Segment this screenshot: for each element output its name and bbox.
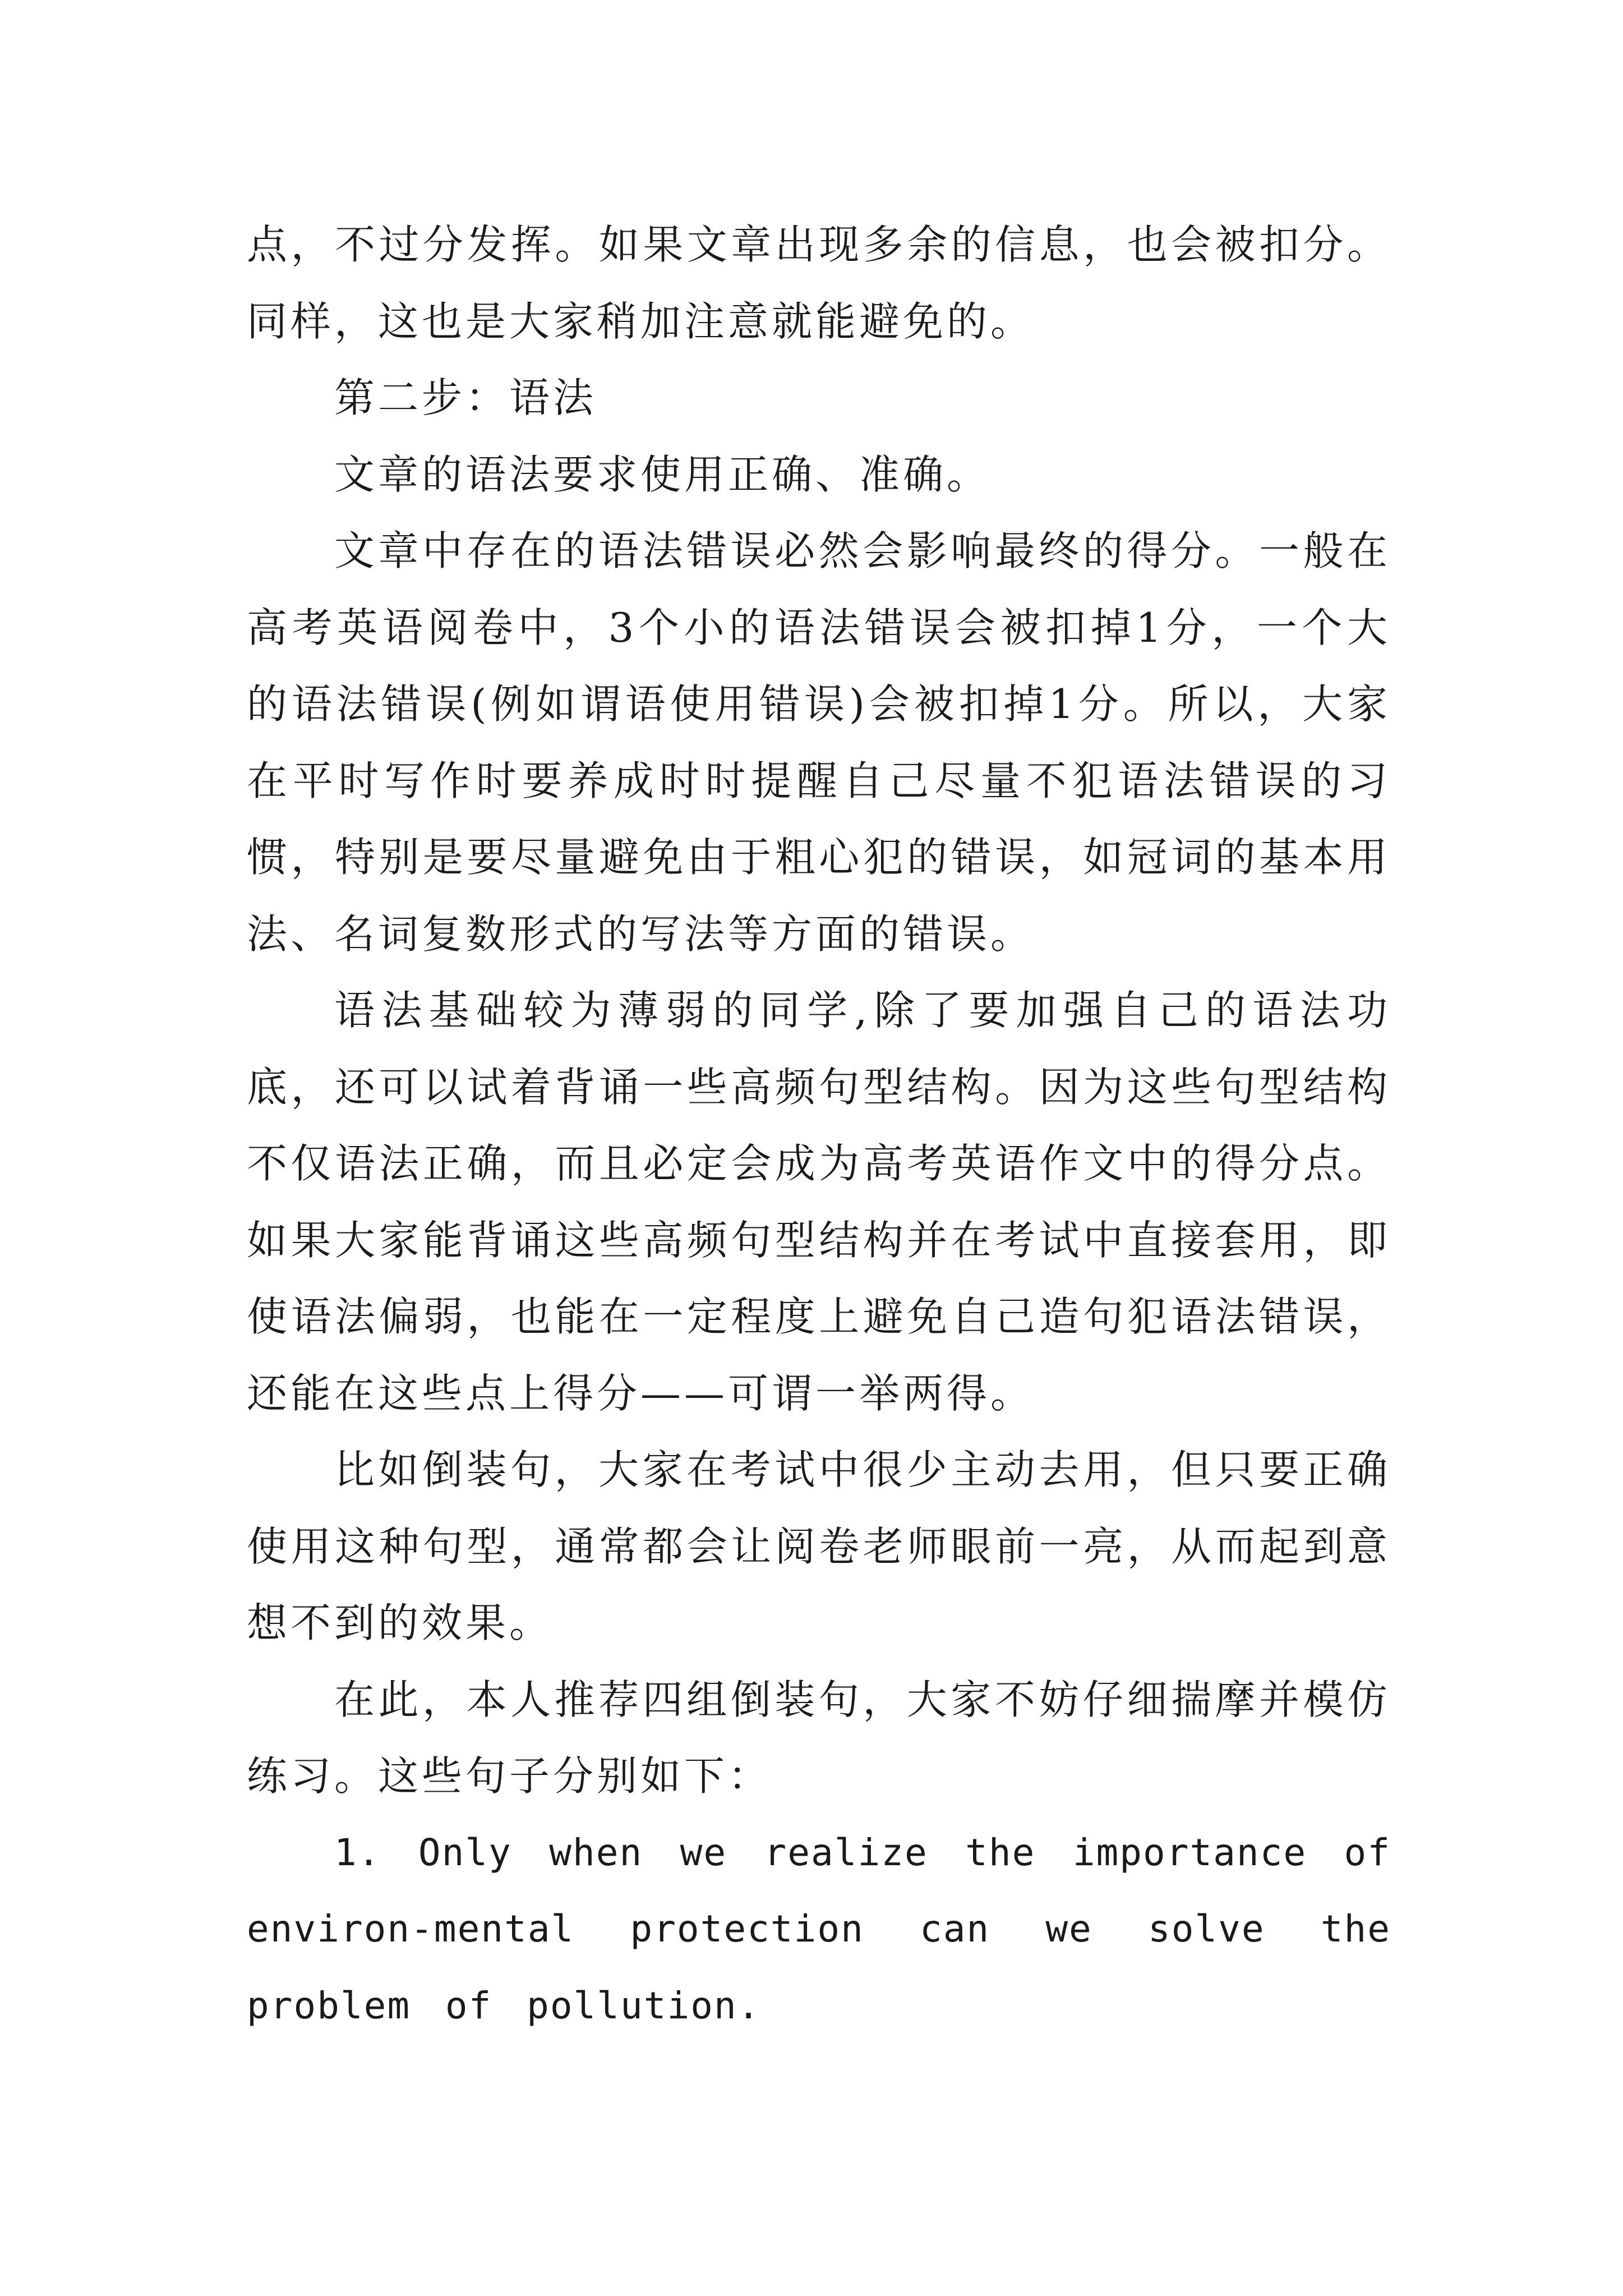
paragraph-5: 语法基础较为薄弱的同学,除了要加强自己的语法功底，还可以试着背诵一些高频句型结构。因为这些句型结构不仅语法正确，而且必定会成为高考英语作文中的得分点。如果大家能背诵这些高频句型结构并在考试中直接套用，即使语法偏弱，也能在一定程度上避免自己造句犯语法错误，还能在这些点上得分——可谓一举两得。	[247, 987, 1391, 1417]
body-text	[247, 206, 1391, 2044]
paragraph-4: 文章中存在的语法错误必然会影响最终的得分。一般在高考英语阅卷中，3个小的语法错误会被扣掉1分，一个大的语法错误(例如谓语使用错误)会被扣掉1分。所以，大家在平时写作时要养成时时提醒自己尽量不犯语法错误的习惯，特别是要尽量避免由于粗心犯的错误，如冠词的基本用法、名词复数形式的写法等方面的错误。	[247, 527, 1391, 958]
example-number: 1.	[334, 1830, 381, 1874]
example-text: Only when we realize the importance of environ-mental protection can we solve the problem of pollution.	[247, 1830, 1391, 2027]
paragraph-7: 在此，本人推荐四组倒装句，大家不妨仔细揣摩并模仿练习。这些句子分别如下：	[247, 1676, 1391, 1800]
example-sentence-1	[247, 1815, 1391, 2045]
paragraph-6: 比如倒装句，大家在考试中很少主动去用，但只要正确使用这种句型，通常都会让阅卷老师眼前一亮，从而起到意想不到的效果。	[247, 1446, 1391, 1646]
section-heading-step-two: 第二步：语法	[334, 374, 597, 421]
paragraph-3: 文章的语法要求使用正确、准确。	[334, 450, 991, 498]
paragraph-1: 点，不过分发挥。如果文章出现多余的信息，也会被扣分。同样，这也是大家稍加注意就能避免的。	[247, 221, 1391, 345]
